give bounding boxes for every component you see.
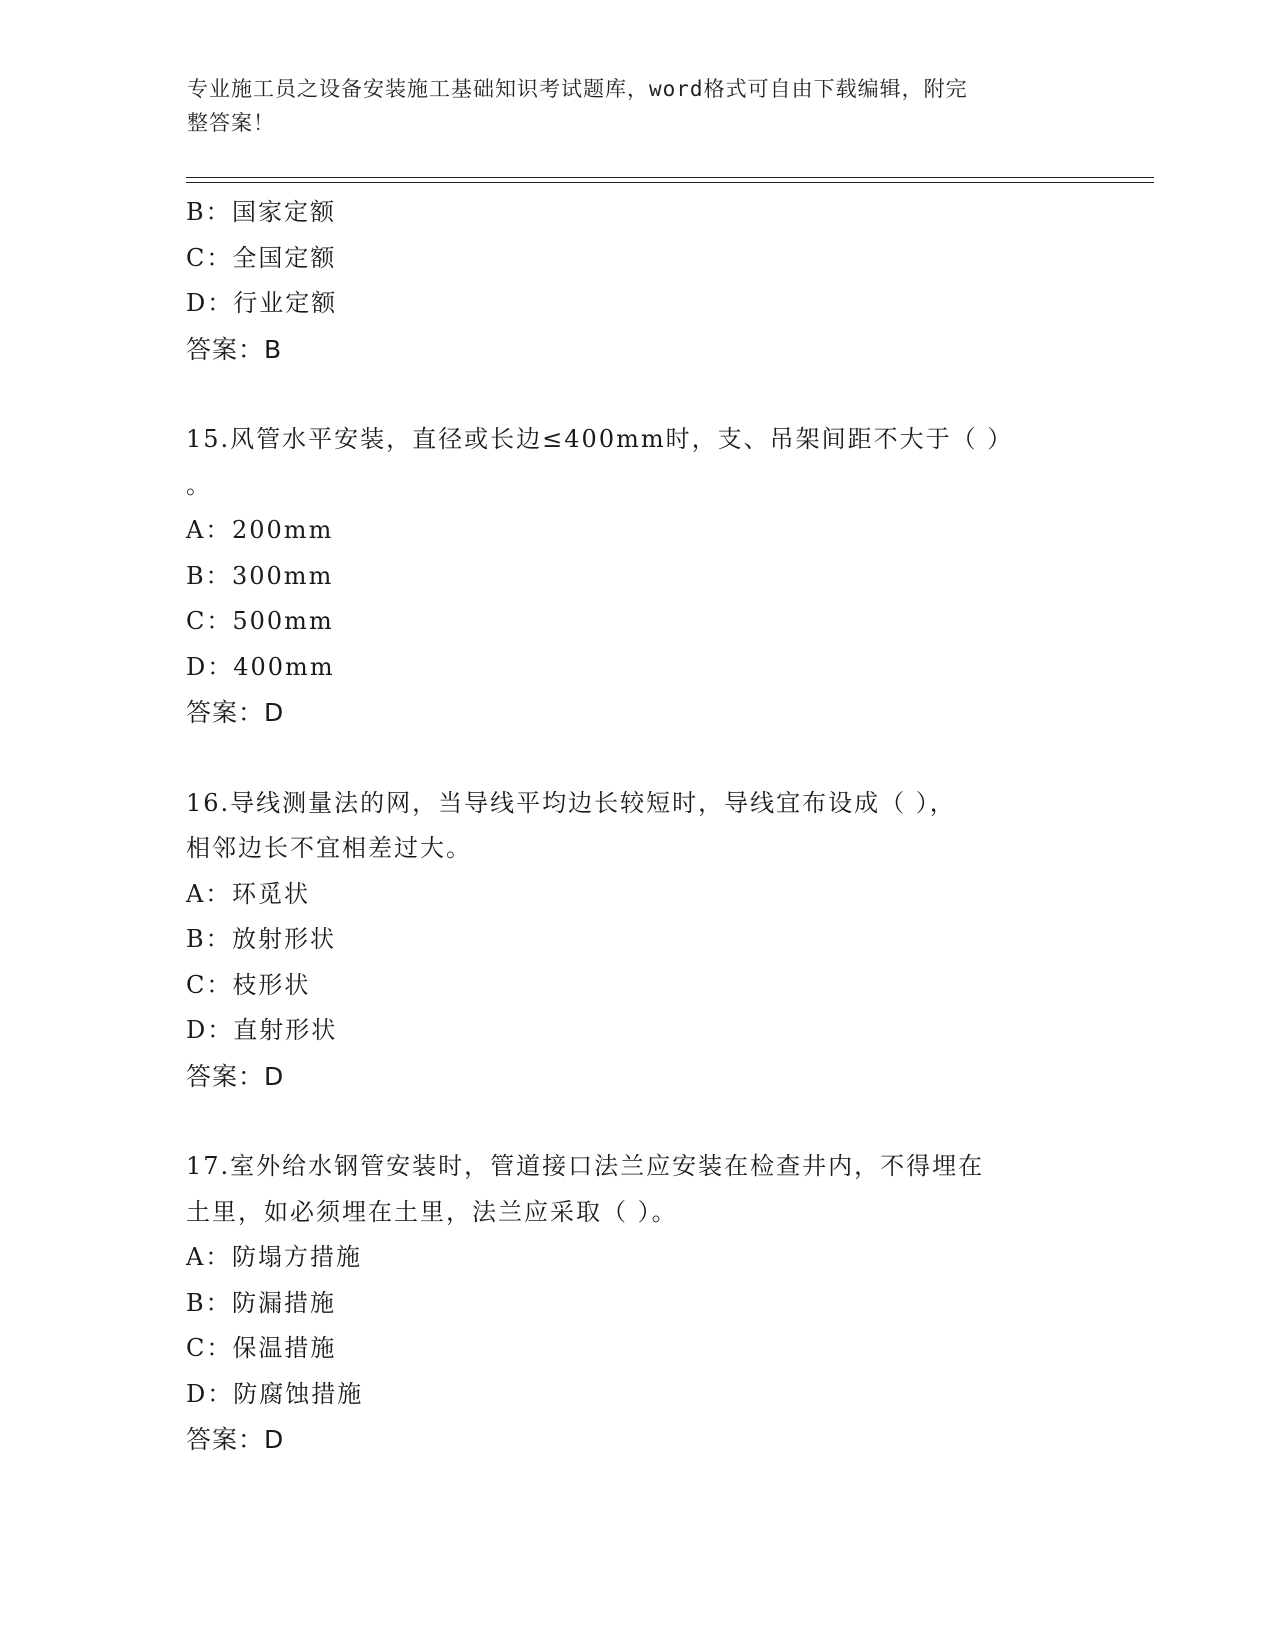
page-header — [187, 72, 1067, 140]
partial-question — [186, 190, 1086, 372]
header-line-2: 整答案！ — [187, 111, 275, 135]
option-d: D：行业定额 — [186, 289, 338, 317]
option-b: B：300mm — [186, 561, 334, 590]
answer: 答案：D — [186, 1425, 285, 1454]
header-double-rule — [186, 177, 1154, 183]
document-body — [186, 190, 1086, 1463]
question-text-line-2: 土里，如必须埋在土里，法兰应采取（ ）。 — [186, 1197, 678, 1226]
option-a: A：200mm — [186, 516, 334, 544]
answer: 答案：B — [186, 334, 283, 364]
option-b: B：放射形状 — [186, 925, 336, 953]
question-16 — [186, 781, 1086, 1100]
question-17 — [186, 1144, 1086, 1463]
question-text-line-2: 。 — [186, 470, 212, 499]
question-text-line-2: 相邻边长不宜相差过大。 — [186, 834, 472, 862]
option-a: A：防塌方措施 — [186, 1243, 362, 1271]
option-c: C：枝形状 — [186, 970, 311, 999]
question-text-line-1: 16.导线测量法的网，当导线平均边长较短时，导线宜布设成（ ）， — [186, 788, 956, 817]
option-c: C：500mm — [186, 607, 334, 635]
option-c: C：保温措施 — [186, 1334, 337, 1362]
option-d: D：直射形状 — [186, 1016, 338, 1044]
option-a: A：环觅状 — [186, 879, 310, 908]
option-c: C：全国定额 — [186, 243, 337, 272]
answer: 答案：D — [186, 1061, 285, 1091]
header-line-1: 专业施工员之设备安装施工基础知识考试题库，word格式可自由下载编辑，附完 — [187, 77, 968, 101]
question-15 — [186, 417, 1086, 736]
option-b: B：防漏措施 — [186, 1288, 336, 1317]
option-b: B：国家定额 — [186, 198, 336, 226]
question-text-line-1: 15.风管水平安装，直径或长边≤400mm时，支、吊架间距不大于（ ） — [186, 425, 1014, 453]
option-d: D：400mm — [186, 652, 335, 681]
answer: 答案：D — [186, 698, 285, 727]
question-text-line-1: 17.室外给水钢管安装时，管道接口法兰应安装在检查井内，不得埋在 — [186, 1152, 985, 1180]
option-d: D：防腐蚀措施 — [186, 1379, 364, 1408]
